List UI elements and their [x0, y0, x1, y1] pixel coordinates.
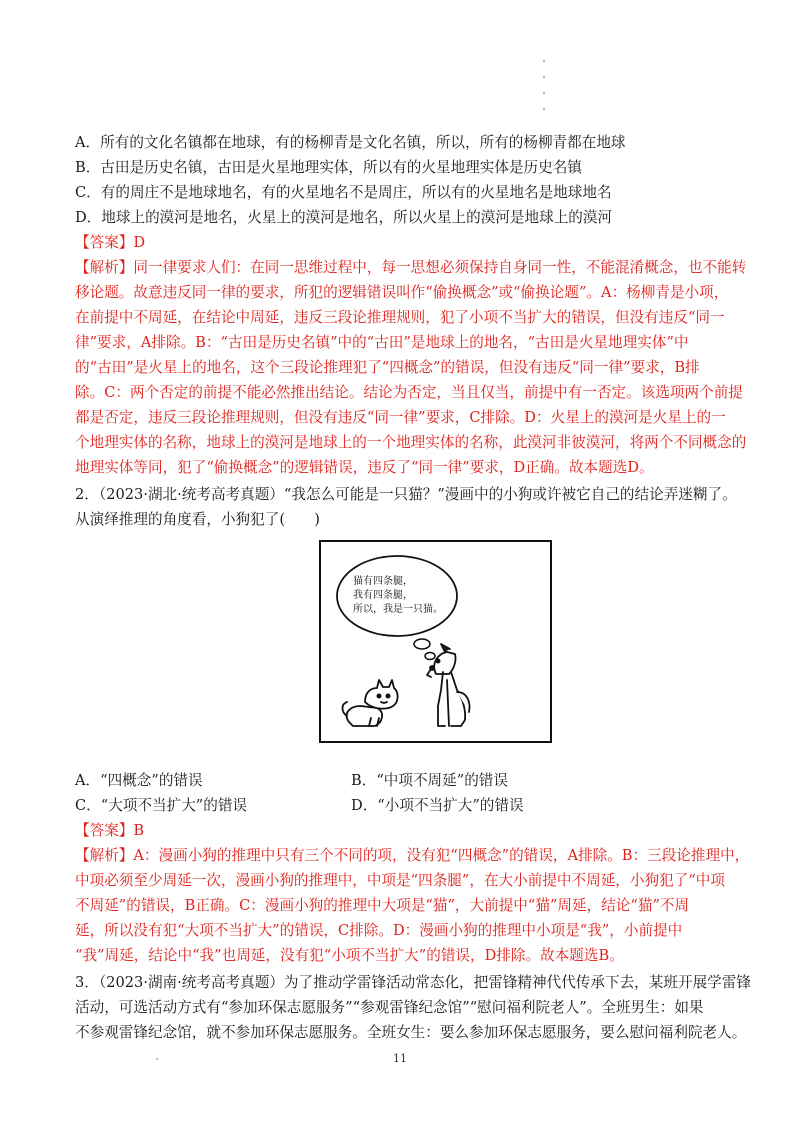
- q2-analysis-line: 【解析】A：漫画小狗的推理中只有三个不同的项，没有犯“四概念”的错误，A排除。B：三段论推理中，: [75, 847, 750, 864]
- q2-title-line: 2．（2023·湖北·统考高考真题）“我怎么可能是一只猫？”漫画中的小狗或许被它自己的结论弄迷糊了。: [75, 486, 737, 503]
- q1-analysis-line: 除。C：两个否定的前提不能必然推出结论。结论为否定，当且仅当，前提中有一否定。该选项两个前提: [75, 384, 743, 401]
- bubble-line-1: 猫有四条腿，: [353, 576, 413, 587]
- q3-title-line: 3．（2023·湖南·统考高考真题）为了推动学雷锋活动常态化，把雷锋精神代代传承下去，某班开展学雷锋: [75, 974, 751, 991]
- q2-options-row: [75, 768, 725, 793]
- q2-analysis-line: 延，所以没有犯“大项不当扩大”的错误，C排除。D：漫画小狗的推理中小项是“我”，小前提中: [75, 922, 683, 939]
- page-number: 11: [393, 1052, 407, 1065]
- q1-analysis-line: 在前提中不周延，在结论中周延，违反三段论推理规则，犯了小项不当扩大的错误，但没有违反“同一: [75, 309, 725, 326]
- q3-title-line: 不参观雷锋纪念馆，就不参加环保志愿服务。全班女生：要么参加环保志愿服务，要么慰问福利院老人。: [75, 1024, 747, 1041]
- margin-dots: [541, 60, 547, 124]
- q1-analysis-line: 移论题。故意违反同一律的要求，所犯的逻辑错误叫作“偷换概念”或“偷换论题”。A：杨柳青是小项，: [75, 284, 729, 301]
- q2-answer: 【答案】B: [75, 822, 145, 839]
- q1-option-d: D．地球上的漠河是地名，火星上的漠河是地名，所以火星上的漠河是地球上的漠河: [75, 209, 613, 226]
- q1-option-a: A．所有的文化名镇都在地球，有的杨柳青是文化名镇，所以，所有的杨柳青都在地球: [75, 134, 626, 151]
- q2-options-row: [75, 793, 725, 818]
- bubble-line-2: 我有四条腿，: [353, 590, 413, 601]
- q1-analysis-line: 个地理实体的名称，地球上的漠河是地球上的一个地理实体的名称，此漠河非彼漠河，将两个不同概念的: [75, 434, 747, 451]
- bubble-line-3: 所以，我是一只猫。: [353, 604, 443, 615]
- q1-option-c: C．有的周庄不是地球地名，有的火星地名不是周庄，所以有的火星地名是地球地名: [75, 184, 612, 201]
- q1-analysis-line: 地理实体等同，犯了“偷换概念”的逻辑错误，违反了“同一律”要求，D正确。故本题选D。: [75, 459, 654, 476]
- q1-option-b: B．古田是历史名镇，古田是火星地理实体，所以有的火星地理实体是历史名镇: [75, 159, 582, 176]
- q1-analysis-line: 都是否定，违反三段论推理规则，但没有违反“同一律”要求，C排除。D：火星上的漠河是火星上的一: [75, 409, 726, 426]
- q2-option-c: C．“大项不当扩大”的错误: [75, 797, 248, 814]
- q2-analysis: [75, 843, 750, 968]
- cartoon-illustration: [319, 540, 552, 743]
- q2-analysis-line: 中项必须至少周延一次，漫画小狗的推理中，中项是“四条腿”，在大小前提中不周延，小狗犯了“中项: [75, 872, 725, 889]
- q1-analysis: [75, 255, 747, 480]
- q2-option-a: A．“四概念”的错误: [75, 772, 203, 789]
- q2-option-b: B．“中项不周延”的错误: [351, 772, 508, 789]
- q1-analysis-line: 的“古田”是火星上的地名，这个三段论推理犯了“四概念”的错误，但没有违反“同一律”要求，B排: [75, 359, 700, 376]
- q1-answer: 【答案】D: [75, 234, 146, 251]
- q3-title-line: 活动，可选活动方式有“参加环保志愿服务”“参观雷锋纪念馆”“慰问福利院老人”。全班男生：如果: [75, 999, 704, 1016]
- page-content: [75, 130, 751, 1045]
- q2-analysis-line: 不周延”的错误，B正确。C：漫画小狗的推理中大项是“猫”，大前提中“猫”周延，结论“猫”不周: [75, 897, 690, 914]
- q1-analysis-line: 律”要求，A排除。B：“古田是历史名镇”中的“古田”是地球上的地名，“古田是火星地理实体”中: [75, 334, 689, 351]
- cartoon-figure: [75, 532, 725, 768]
- q2-title-line: 从演绎推理的角度看，小狗犯了( ): [75, 511, 320, 528]
- q1-analysis-line: 【解析】同一律要求人们：在同一思维过程中，每一思想必须保持自身同一性，不能混淆概念，也不能转: [75, 259, 747, 276]
- q2-analysis-line: “我”周延，结论中“我”也周延，没有犯“小项不当扩大”的错误，D排除。故本题选B。: [75, 947, 624, 964]
- q2-option-d: D．“小项不当扩大”的错误: [351, 797, 524, 814]
